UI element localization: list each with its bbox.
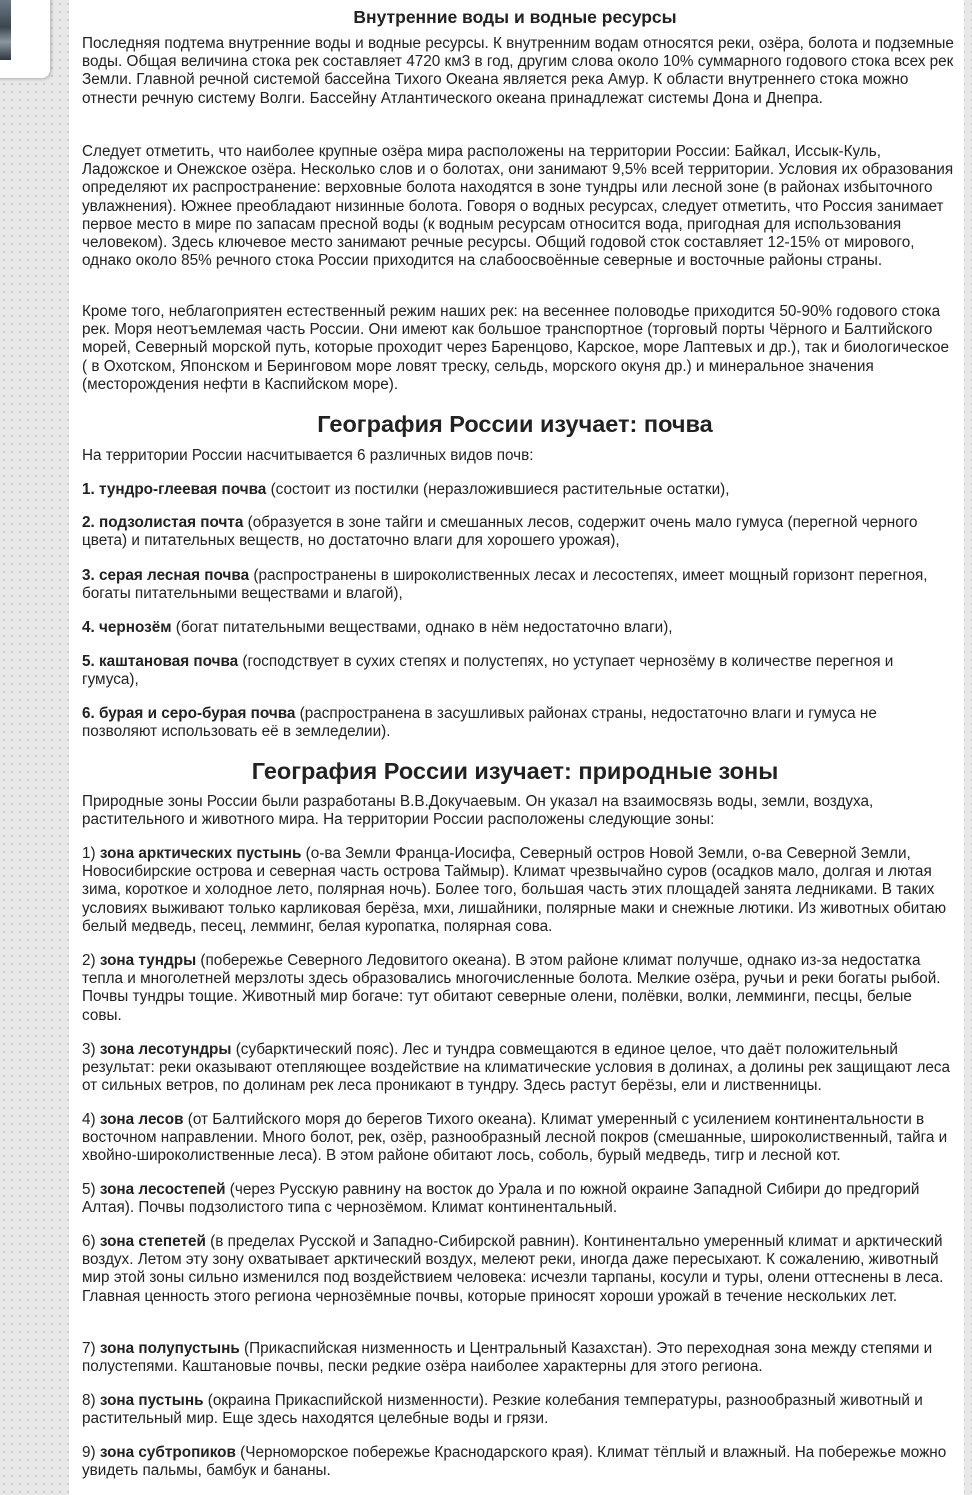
- soil-desc: (господствует в сухих степях и полустепях, но уступает чернозёму в количестве перегноя и гумуса),: [82, 653, 894, 689]
- zones-intro: Природные зоны России были разработаны В.В.Докучаевым. Он указал на взаимосвязь воды, земли, воздуха, растительного и животного мира. На территории России расположены следующие зоны:: [82, 793, 874, 829]
- zone-number: 1): [82, 845, 100, 862]
- sidebar-thumbnail-card[interactable]: [0, 0, 50, 78]
- zone-name: зона степетей: [99, 1233, 206, 1250]
- zone-desc: (о-ва Земли Франца-Иосифа, Северный остров Новой Земли, о-ва Северной Земли, Новосибирские острова и северная часть острова Таймыр). Климат чрезвычайно суров (осадков мало, долгая и лютая зима, короткое и холодное лето, полярная ночь). Более того, большая часть этих площадей занята ледниками. В таких условиях выживают только карликовая берёза, мхи, лишайники, полярные маки и снежные лютики. Из животных обитаю белый медведь, песец, лемминг, белая куропатка, полярная сова.: [82, 845, 947, 935]
- zone-number: 7): [82, 1340, 100, 1357]
- article-page: [69, 0, 964, 1495]
- soil-item: [82, 619, 954, 637]
- thumbnail-image: [0, 0, 11, 60]
- zone-name: зона арктических пустынь: [99, 845, 302, 862]
- soil-name: 2. подзолистая почта: [82, 514, 244, 531]
- soil-desc: (распространена в засушливых районах страны, недостаточно влаги и гумуса не позволяют использовать её в земледелии).: [82, 705, 877, 741]
- zone-name: зона лесов: [99, 1111, 184, 1128]
- water-paragraph-1: Последняя подтема внутренние воды и водные ресурсы. К внутренним водам относятся реки, озёра, болота и подземные воды. Общая величина стока рек составляет 4720 км3 в год, другим слова около 10% суммарного годового стока всех рек Земли. Главной речной системой бассейна Тихого Океана является река Амур. К области внутреннего стока можно отнести речную систему Волги. Бассейну Атлантического океана принадлежат системы Дона и Днепра.: [82, 35, 954, 107]
- zone-name: зона тундры: [99, 952, 197, 969]
- heading-soil: География России изучает: почва: [317, 411, 713, 437]
- zone-name: зона пустынь: [99, 1392, 204, 1409]
- water-paragraph-2: Следует отметить, что наиболее крупные озёра мира расположены на территории России: Байкал, Иссык-Куль, Ладожское и Онежское озёра. Несколько слов и о болотах, они занимают 9,5% всей территории. Условия их образования определяют их распространение: верховные болота находятся в зоне тундры или лесной зоне (в районах избыточного увлажнения). Южнее преобладают низинные болота. Говоря о водных ресурсах, следует отметить, что Россия занимает первое место в мире по запасам пресной воды (к водным ресурсам относится вода, пригодная для использования человеком). Здесь ключевое место занимают речные ресурсы. Общий годовой сток составляет 12-15% от мирового, однако около 85% речного стока России приходится на слабоосвоённые северные и восточные районы страны.: [82, 143, 954, 270]
- soil-item: [82, 705, 954, 741]
- zone-item: [82, 952, 954, 1025]
- soil-item: [82, 653, 954, 689]
- zone-name: зона полупустынь: [99, 1340, 240, 1357]
- zone-name: зона лесостепей: [99, 1181, 226, 1198]
- soil-item: [82, 514, 954, 550]
- zone-desc: (от Балтийского моря до берегов Тихого океана). Климат умеренный с усилением континентальности в восточном направлении. Много болот, рек, озёр, разнообразный лесной покров (смешанные, широколиственный, тайга и хвойно-широколиственные леса). В этом районе обитают лось, соболь, бурый медведь, тигр и лесной кот.: [82, 1111, 948, 1165]
- soil-item: [82, 567, 954, 603]
- soil-name: 6. бурая и серо-бурая почва: [82, 705, 296, 722]
- zone-desc: (побережье Северного Ледовитого океана). В этом районе климат получше, однако из-за недостатка тепла и многолетней мерзлоты здесь образовались многочисленные болота. Мелкие озёра, ручьи и реки богаты рыбой. Почвы тундры тощие. Животный мир богаче: тут обитают северные олени, полёвки, волки, лемминги, песцы, белые совы.: [82, 952, 941, 1024]
- zone-desc: (в пределах Русской и Западно-Сибирской равнин). Континентально умеренный климат и арктический воздух. Летом эту зону охватывает арктический воздух, мелеют реки, иногда даже пересыхают. К сожалению, животный мир этой зоны сильно изменился под воздействием человека: исчезли тарпаны, косули и туры, олени оттеснены в леса. Главная ценность этого региона чернозёмные почвы, которые приносят хороши урожай в течение нескольких лет.: [82, 1233, 944, 1305]
- zone-number: 9): [82, 1444, 100, 1461]
- soil-desc: (распространены в широколиственных лесах и лесостепях, имеет мощный горизонт перегноя, богаты питательными веществами и влагой),: [82, 567, 928, 603]
- zone-item: [82, 1181, 954, 1217]
- zone-number: 2): [82, 952, 100, 969]
- zone-number: 8): [82, 1392, 100, 1409]
- soil-desc: (богат питательными веществами, однако в нём недостаточно влаги),: [171, 619, 673, 636]
- soil-name: 3. серая лесная почва: [82, 567, 250, 584]
- zone-item: [82, 1041, 954, 1096]
- zone-desc: (через Русскую равнину на восток до Урала и по южной окраине Западной Сибири до предгорий Алтая). Почвы подзолистого типа с чернозёмом. Климат континентальный.: [82, 1181, 920, 1217]
- zone-item: [82, 1340, 954, 1376]
- zone-desc: (субарктический пояс). Лес и тундра совмещаются в единое целое, что даёт положительный результат: реки оказывают отепляющее воздействие на климатические условия в долинах, а долины рек защищают леса от сильных ветров, по долинам рек леса проникают в тундру. Здесь растут берёзы, ели и лиственницы.: [82, 1041, 951, 1095]
- soil-name: 4. чернозём: [82, 619, 172, 636]
- soil-desc: (образуется в зоне тайги и смешанных лесов, содержит очень мало гумуса (перегной черного цвета) и питательных веществ, но достаточно влаги для хорошего урожая),: [82, 514, 918, 550]
- zone-item: [82, 1444, 954, 1480]
- zone-name: зона субтропиков: [99, 1444, 236, 1461]
- zone-item: [82, 1111, 954, 1166]
- zone-number: 5): [82, 1181, 100, 1198]
- heading-natural-zones: География России изучает: природные зоны: [251, 758, 779, 784]
- soil-name: 5. каштановая почва: [82, 653, 239, 670]
- zone-number: 4): [82, 1111, 100, 1128]
- zone-desc: (Прикаспийская низменность и Центральный Казахстан). Это переходная зона между степями и полустепями. Каштановые почвы, пески редкие озёра наиболее характерны для этого региона.: [82, 1340, 933, 1376]
- zone-item: [82, 1392, 954, 1428]
- zone-number: 3): [82, 1041, 100, 1058]
- zone-item: [82, 1233, 954, 1306]
- zone-name: зона лесотундры: [99, 1041, 232, 1058]
- soil-item: [82, 481, 954, 499]
- zone-desc: (окраина Прикаспийской низменности). Резкие колебания температуры, разнообразный животный и растительный мир. Еще здесь находятся целебные воды и грязи.: [82, 1392, 923, 1428]
- zone-desc: (Черноморское побережье Краснодарского края). Климат тёплый и влажный. На побережье можно увидеть пальмы, бамбук и бананы.: [82, 1444, 947, 1480]
- heading-inland-waters: Внутренние воды и водные ресурсы: [353, 7, 677, 27]
- soil-intro: На территории России насчитывается 6 различных видов почв:: [82, 447, 534, 464]
- soil-desc: (состоит из постилки (неразложившиеся растительные остатки),: [266, 481, 730, 498]
- water-paragraph-3: Кроме того, неблагоприятен естественный режим наших рек: на весеннее половодье приходится 50-90% годового стока рек. Моря неотъемлемая часть России. Они имеют как большое транспортное (торговый порты Чёрного и Балтийского морей, Северный морской путь, которые проходит через Баренцово, Карское, море Лаптевых и др.), так и биологическое ( в Охотском, Японском и Беринговом море ловят треску, сельдь, морского окуня др.) и минеральное значения (месторождения нефти в Каспийском море).: [82, 303, 950, 393]
- zone-item: [82, 845, 954, 936]
- zone-number: 6): [82, 1233, 100, 1250]
- soil-name: 1. тундро-глеевая почва: [82, 481, 267, 498]
